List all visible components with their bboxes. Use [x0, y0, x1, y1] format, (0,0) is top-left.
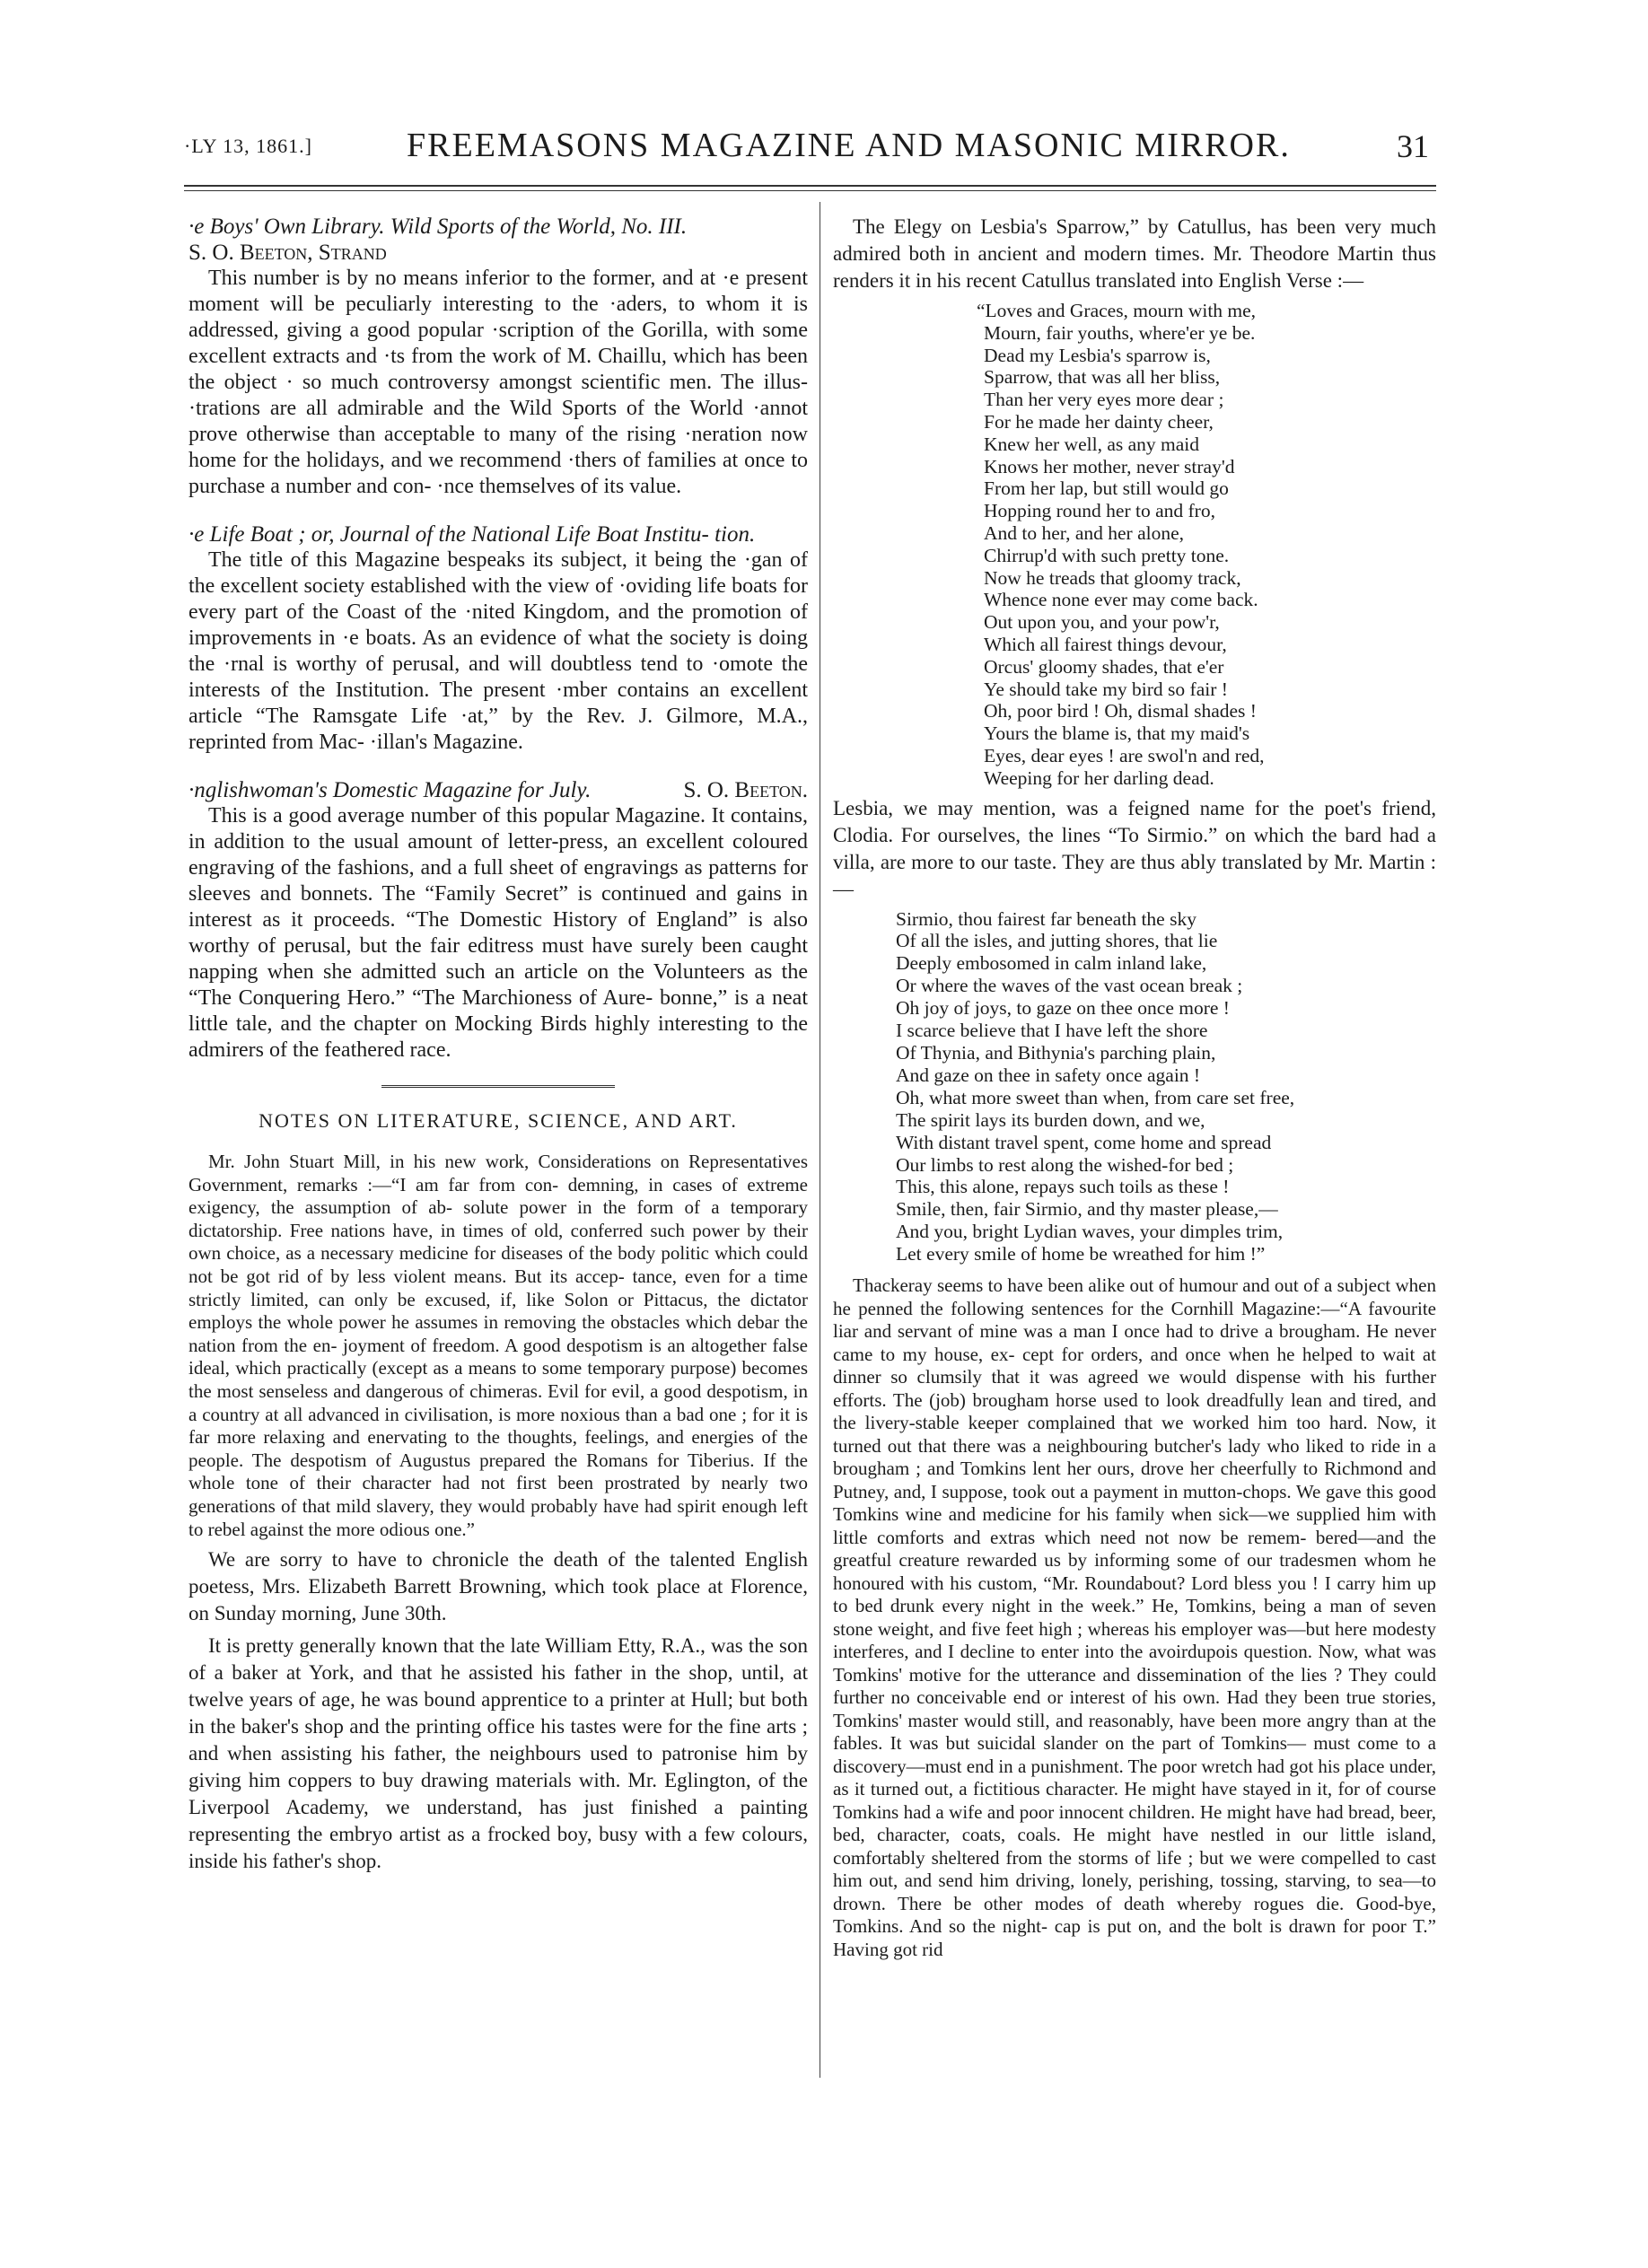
review-title: ·e Life Boat ; or, Journal of the National Life Boat Institu- tion.: [188, 522, 756, 547]
poem-sirmio: [833, 908, 1436, 1266]
header-title: FREEMASONS MAGAZINE AND MASONIC MIRROR.: [407, 127, 1291, 164]
poem-line: Of Thynia, and Bithynia's parching plain,: [896, 1041, 1216, 1064]
left-column: [188, 214, 808, 1875]
poem-line: Let every smile of home be wreathed for him !”: [896, 1243, 1266, 1265]
poem-line: Now he treads that gloomy track,: [984, 566, 1241, 589]
poem-line: Orcus' gloomy shades, that e'er: [984, 655, 1224, 678]
poem-line: Knew her well, as any maid: [984, 433, 1200, 455]
poem-line: Sirmio, thou fairest far beneath the sky: [896, 907, 1197, 930]
review-title: ·e Boys' Own Library. Wild Sports of the World, No. III.: [188, 215, 688, 239]
poem-line: Hopping round her to and fro,: [984, 500, 1215, 522]
right-column: [833, 214, 1436, 1961]
review-life-boat: [188, 521, 808, 756]
poem-line: Yours the blame is, that my maid's: [984, 722, 1250, 745]
lesbia-note: Lesbia, we may mention, was a feigned name for the poet's friend, Clodia. For ourselves, the lines “To Sirmio.” on which the bard had a villa, are more to our taste. They are thus ably translated by Mr. Martin :—: [833, 796, 1436, 900]
review-heading: [188, 214, 808, 266]
poem-line: Or where the waves of the vast ocean break ;: [896, 975, 1243, 997]
review-heading: [188, 777, 808, 803]
note-browning: We are sorry to have to chronicle the death of the talented English poetess, Mrs. Elizabeth Barrett Browning, which took place at Florence, on Sunday morning, June 30th.: [188, 1548, 808, 1625]
poem-line: Oh, what more sweet than when, from care set free,: [896, 1086, 1295, 1108]
poem-line: Deeply embosomed in calm inland lake,: [896, 952, 1207, 975]
poem-line: Eyes, dear eyes ! are swol'n and red,: [984, 744, 1265, 766]
page-header: [184, 126, 1436, 171]
review-text: This number is by no means inferior to the former, and at ·e present moment will be peculiarly interesting to the ·aders, to whom it is addressed, giving a good popular ·scription of the Gorilla, with some excellent extracts and ·ts from the work of M. Chaillu, which has been the object · so much controversy amongst scientific men. The illus- ·trations are all admirable and the Wild Sports of the World ·annot prove otherwise than acceptable to many of the rising ·neration now home for the holidays, and we recommend ·thers of families at once to purchase a number and con- ·nce themselves of its value.: [188, 267, 808, 498]
page-number: 31: [1397, 128, 1429, 164]
poem-line: And to her, and her alone,: [984, 521, 1185, 544]
review-title: ·nglishwoman's Domestic Magazine for July.: [188, 778, 592, 802]
poem-line: Weeping for her darling dead.: [984, 766, 1214, 789]
header-rule: [184, 185, 1436, 187]
poem-line: Knows her mother, never stray'd: [984, 455, 1235, 477]
poem-line: Smile, then, fair Sirmio, and thy master please,—: [896, 1198, 1278, 1221]
note-mill: Mr. John Stuart Mill, in his new work, Considerations on Representatives Government, remarks :—“I am far from con- demning, in cases of extreme exigency, the assumption of ab- solute power in the form of a temporary dictatorship. Free nations have, in times of old, conferred such power by their own choice, as a necessary medicine for diseases of the body politic which could not be got rid of by less violent means. But its accep- tance, even for a time strictly limited, can only be excused, if, like Solon or Pittacus, the dictator employs the whole power he assumes in removing the obstacles which debar the nation from the en- joyment of freedom. A good despotism is an altogether false ideal, which practically (except as a means to some temporary purpose) becomes the most senseless and dangerous of chimeras. Evil for evil, a good despotism, in a country at all advanced in civilisation, is more noxious than a bad one ; for it is far more relaxing and enervating to the thoughts, feelings, and energies of the people. The despotism of Augustus prepared the Romans for Tiberius. If the whole tone of their character had not first been prostrated by nearly two generations of that mild slavery, they would probably have had spirit enough left to rebel against the more odious one.”: [188, 1151, 808, 1540]
poem-line: Ye should take my bird so fair !: [984, 678, 1228, 700]
poem-line: Dead my Lesbia's sparrow is,: [984, 344, 1211, 366]
header-date: ·LY 13, 1861.]: [184, 135, 312, 157]
note-etty: It is pretty generally known that the late William Etty, R.A., was the son of a baker at York, and that he assisted his father in the shop, until, at twelve years of age, he was bound apprentice to a printer at Hull; but both in the baker's shop and the printing office his tastes were for the fine arts ; and when assisting his father, the neighbours used to patronise him by giving him coppers to buy drawing materials with. Mr. Eglington, of the Liverpool Academy, we understand, has just finished a painting representing the embryo artist as a frocked boy, busy with a few colours, inside his father's shop.: [188, 1634, 808, 1873]
poem-line: The spirit lays its burden down, and we,: [896, 1108, 1205, 1131]
poem-lesbia-sparrow: [833, 300, 1436, 790]
poem-line: “Loves and Graces, mourn with me,: [977, 300, 1257, 321]
review-englishwoman: [188, 777, 808, 1064]
poem-line: And gaze on thee in safety once again !: [896, 1064, 1201, 1086]
poem-line: I scarce believe that I have left the shore: [896, 1020, 1208, 1042]
review-heading: [188, 521, 808, 547]
poem-line: With distant travel spent, come home and spread: [896, 1131, 1272, 1153]
poem-line: Which all fairest things devour,: [984, 633, 1227, 655]
review-boys-library: [188, 214, 808, 500]
poem-line: For he made her dainty cheer,: [984, 410, 1214, 433]
review-text: The title of this Magazine bespeaks its subject, it being the ·gan of the excellent society established with the view of ·oviding life boats for every part of the Coast of the ·nited Kingdom, and the promotion of improvements in ·e boats. As an evidence of what the society is doing the ·rnal is worthy of perusal, and will doubtless tend to ·omote the interests of the Institution. The present ·mber contains an excellent article “The Ramsgate Life ·at,” by the Rev. J. Gilmore, M.A., reprinted from Mac- ·illan's Magazine.: [188, 548, 808, 754]
poem-line: And you, bright Lydian waves, your dimples trim,: [896, 1221, 1284, 1243]
poem-line: Than her very eyes more dear ;: [984, 389, 1224, 411]
section-title: NOTES ON LITERATURE, SCIENCE, AND ART.: [259, 1109, 738, 1132]
elegy-intro: The Elegy on Lesbia's Sparrow,” by Catullus, has been very much admired both in ancient and modern times. Mr. Theodore Martin thus renders it in his recent Catullus translated into English Verse :—: [833, 215, 1436, 292]
thackeray-paragraph: Thackeray seems to have been alike out of humour and out of a subject when he penned the following sentences for the Cornhill Magazine:—“A favourite liar and servant of mine was a man I once had to drive a brougham. He never came to my house, ex- cept for orders, and once when he helped to wait at dinner so clumsily that it was agreed we would dispense with his further efforts. The (job) brougham horse used to look dreadfully lean and tired, and the livery-stable keeper complained that we worked him too hard. Now, it turned out that there was a neighbouring butcher's lady who liked to ride in a brougham ; and Tomkins lent her ours, drove her cheerfully to Richmond and Putney, and, I suppose, took out a payment in mutton-chops. We gave this good Tomkins wine and medicine for his family when sick—we supplied him with little comforts and extras which need not now be remem- bered—and the greatful creature rewarded us by informing some of our tradesmen whom he honoured with his custom, “Mr. Roundabout? Lord bless you ! I carry him up to bed drunk every night in the week.” He, Tomkins, being a man of seven stone weight, and five feet high ; whereas his employer was—but here modesty interferes, and I decline to enter into the avoirdupois question. Now, what was Tomkins' motive for the utterance and dissemination of the lies ? They could further no conceivable end or interest of his own. Had they been true stories, Tomkins' master would still, and reasonably, have been more angry than at the fables. It was but suicidal slander on the part of Tomkins— must come to a discovery—must end in a punishment. The poor wretch had got his place under, as it turned out, a fictitious character. He might have stayed in it, for of course Tomkins had a wife and poor innocent children. He might have had bread, beer, bed, character, coats, coals. He might have nestled in our little island, comfortably sheltered from the storms of life ; but we were compelled to cast him out, and send him driving, lonely, perishing, tossing, starving, to sea—to drown. There be other modes of death whereby rogues die. Good-bye, Tomkins. And so the night- cap is put on, and the bolt is drawn for poor T.” Having got rid: [833, 1274, 1436, 1960]
poem-line: This, this alone, repays such toils as these !: [896, 1176, 1230, 1198]
poem-line: Sparrow, that was all her bliss,: [984, 366, 1221, 389]
poem-line: Oh joy of joys, to gaze on thee once more !: [896, 997, 1230, 1020]
header-rule-thin: [184, 190, 1436, 191]
review-publisher: S. O. Beeton.: [683, 778, 808, 802]
poem-line: Mourn, fair youths, where'er ye be.: [984, 321, 1256, 344]
poem-line: From her lap, but still would go: [984, 477, 1229, 500]
section-divider: [381, 1085, 615, 1088]
poem-line: Our limbs to rest along the wished-for bed ;: [896, 1153, 1234, 1176]
poem-line: Out upon you, and your pow'r,: [984, 611, 1220, 634]
poem-line: Oh, poor bird ! Oh, dismal shades !: [984, 700, 1257, 722]
poem-line: Chirrup'd with such pretty tone.: [984, 544, 1230, 566]
poem-line: Whence none ever may come back.: [984, 589, 1258, 611]
review-text: This is a good average number of this popular Magazine. It contains, in addition to the usual amount of letter-press, an excellent coloured engraving of the fashions, and a full sheet of engravings as patterns for sleeves and bonnets. The “Family Secret” is continued and gains in interest as it proceeds. “The Domestic History of England” is also worthy of perusal, but the fair editress must have surely been caught napping when she admitted such an article on the Volunteers as the “The Conquering Hero.” “The Marchioness of Aure- bonne,” is a neat little tale, and the chapter on Mocking Birds highly interesting to the admirers of the feathered race.: [188, 804, 808, 1062]
poem-line: Of all the isles, and jutting shores, that lie: [896, 930, 1218, 952]
review-publisher: S. O. Beeton, Strand: [188, 241, 387, 265]
